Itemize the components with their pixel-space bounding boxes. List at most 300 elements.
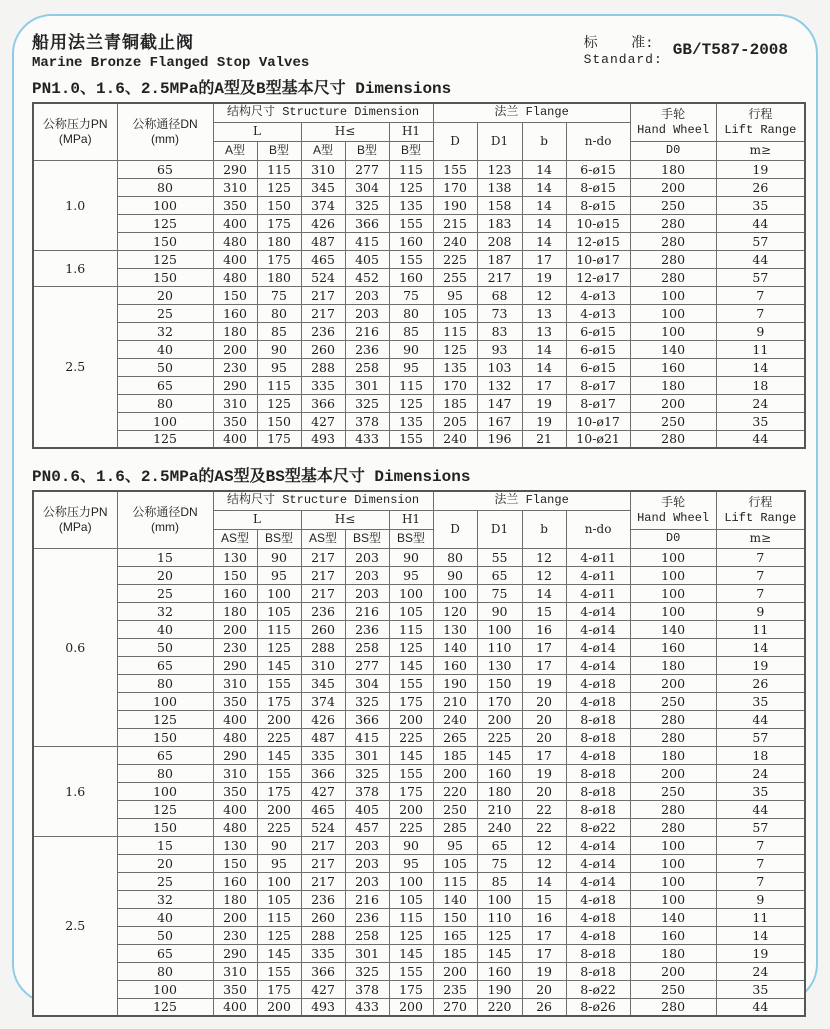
cell-d1: 75 xyxy=(477,584,522,602)
cell-dn: 100 xyxy=(117,692,213,710)
cell-h-b: 277 xyxy=(345,656,389,674)
table-row xyxy=(33,548,805,566)
cell-h-a: 288 xyxy=(301,926,345,944)
header-pressure-cn: 公称压力PN xyxy=(42,116,108,131)
cell-d0: 100 xyxy=(630,304,716,322)
cell-n-do: 4-ø14 xyxy=(566,656,630,674)
cell-d1: 110 xyxy=(477,908,522,926)
header-lift-range xyxy=(716,103,805,141)
cell-d1: 183 xyxy=(477,214,522,232)
header-pressure xyxy=(33,491,117,548)
cell-l-a: 160 xyxy=(213,872,257,890)
cell-b: 17 xyxy=(522,746,566,764)
table-row xyxy=(33,782,805,800)
cell-n-do: 12-ø17 xyxy=(566,268,630,286)
cell-h-a: 217 xyxy=(301,304,345,322)
table-row xyxy=(33,584,805,602)
cell-h1-b: 135 xyxy=(389,412,433,430)
cell-h-a: 217 xyxy=(301,584,345,602)
header-structure: 结构尺寸 Structure Dimension xyxy=(213,491,433,510)
cell-b: 15 xyxy=(522,890,566,908)
cell-l-a: 290 xyxy=(213,376,257,394)
header-pressure-cn: 公称压力PN xyxy=(42,504,108,519)
cell-m: 14 xyxy=(716,926,805,944)
cell-d0: 140 xyxy=(630,340,716,358)
cell-d1: 187 xyxy=(477,250,522,268)
cell-d0: 280 xyxy=(630,710,716,728)
cell-h1-b: 115 xyxy=(389,160,433,178)
cell-h-b: 433 xyxy=(345,430,389,448)
table-row xyxy=(33,638,805,656)
table-row xyxy=(33,250,805,268)
cell-d: 155 xyxy=(433,160,477,178)
cell-d0: 250 xyxy=(630,692,716,710)
cell-b: 14 xyxy=(522,340,566,358)
pn-group-label: 2.5 xyxy=(33,836,117,1016)
cell-d1: 217 xyxy=(477,268,522,286)
cell-b: 21 xyxy=(522,430,566,448)
cell-d1: 93 xyxy=(477,340,522,358)
cell-l-b: 150 xyxy=(257,412,301,430)
cell-l-b: 180 xyxy=(257,232,301,250)
table1-title: PN1.0、1.6、2.5MPa的A型及B型基本尺寸 Dimensions xyxy=(32,80,452,98)
cell-l-a: 230 xyxy=(213,638,257,656)
cell-l-b: 115 xyxy=(257,908,301,926)
standard-value: GB/T587-2008 xyxy=(672,40,788,59)
cell-d0: 160 xyxy=(630,358,716,376)
cell-l-b: 115 xyxy=(257,160,301,178)
cell-d: 255 xyxy=(433,268,477,286)
header-pressure-unit: (MPa) xyxy=(58,519,92,534)
cell-d: 150 xyxy=(433,908,477,926)
cell-b: 22 xyxy=(522,818,566,836)
cell-d1: 68 xyxy=(477,286,522,304)
cell-d: 265 xyxy=(433,728,477,746)
cell-m: 24 xyxy=(716,764,805,782)
cell-h-b: 325 xyxy=(345,196,389,214)
cell-l-a: 400 xyxy=(213,430,257,448)
cell-dn: 50 xyxy=(117,638,213,656)
cell-d1: 65 xyxy=(477,566,522,584)
cell-n-do: 10-ø17 xyxy=(566,412,630,430)
cell-b: 19 xyxy=(522,962,566,980)
table-row xyxy=(33,890,805,908)
cell-d0: 280 xyxy=(630,250,716,268)
cell-b: 12 xyxy=(522,836,566,854)
cell-h-a: 427 xyxy=(301,980,345,998)
cell-n-do: 6-ø15 xyxy=(566,160,630,178)
header-lift-cn: 行程 xyxy=(748,106,773,121)
cell-n-do: 6-ø15 xyxy=(566,358,630,376)
cell-dn: 100 xyxy=(117,196,213,214)
cell-d0: 180 xyxy=(630,160,716,178)
cell-h-a: 310 xyxy=(301,656,345,674)
product-title-cn: 船用法兰青铜截止阀 xyxy=(32,33,194,52)
cell-d: 80 xyxy=(433,548,477,566)
cell-d0: 200 xyxy=(630,178,716,196)
table-row xyxy=(33,412,805,430)
cell-l-a: 150 xyxy=(213,854,257,872)
cell-n-do: 4-ø13 xyxy=(566,304,630,322)
table-row xyxy=(33,358,805,376)
cell-h-b: 203 xyxy=(345,872,389,890)
table-row xyxy=(33,908,805,926)
cell-d: 130 xyxy=(433,620,477,638)
cell-n-do: 8-ø15 xyxy=(566,196,630,214)
cell-l-b: 125 xyxy=(257,178,301,196)
cell-l-a: 350 xyxy=(213,196,257,214)
cell-h-a: 524 xyxy=(301,818,345,836)
cell-h-b: 378 xyxy=(345,980,389,998)
cell-h-a: 335 xyxy=(301,944,345,962)
cell-h-b: 325 xyxy=(345,394,389,412)
cell-b: 14 xyxy=(522,584,566,602)
cell-n-do: 10-ø21 xyxy=(566,430,630,448)
cell-d: 210 xyxy=(433,692,477,710)
cell-dn: 100 xyxy=(117,782,213,800)
cell-h-b: 415 xyxy=(345,728,389,746)
cell-l-b: 175 xyxy=(257,980,301,998)
cell-b: 17 xyxy=(522,926,566,944)
cell-h-a: 374 xyxy=(301,196,345,214)
cell-l-b: 150 xyxy=(257,196,301,214)
table2-body xyxy=(33,548,805,1016)
cell-n-do: 4-ø18 xyxy=(566,692,630,710)
cell-d1: 200 xyxy=(477,710,522,728)
cell-n-do: 12-ø15 xyxy=(566,232,630,250)
cell-n-do: 4-ø14 xyxy=(566,854,630,872)
cell-b: 26 xyxy=(522,998,566,1016)
cell-b: 20 xyxy=(522,692,566,710)
cell-n-do: 4-ø14 xyxy=(566,638,630,656)
cell-h1-b: 155 xyxy=(389,430,433,448)
header-diameter xyxy=(117,491,213,548)
cell-b: 17 xyxy=(522,376,566,394)
cell-n-do: 8-ø26 xyxy=(566,998,630,1016)
cell-l-b: 75 xyxy=(257,286,301,304)
cell-h1-b: 200 xyxy=(389,998,433,1016)
cell-dn: 15 xyxy=(117,836,213,854)
standard-labels xyxy=(584,32,663,67)
cell-d0: 100 xyxy=(630,566,716,584)
cell-d1: 83 xyxy=(477,322,522,340)
cell-h-b: 203 xyxy=(345,548,389,566)
cell-l-a: 160 xyxy=(213,584,257,602)
header-col-m: m≥ xyxy=(716,141,805,160)
cell-d0: 200 xyxy=(630,674,716,692)
cell-n-do: 8-ø22 xyxy=(566,818,630,836)
cell-m: 11 xyxy=(716,620,805,638)
cell-h-b: 301 xyxy=(345,746,389,764)
cell-h-b: 301 xyxy=(345,376,389,394)
cell-h-a: 288 xyxy=(301,358,345,376)
cell-l-a: 310 xyxy=(213,962,257,980)
cell-dn: 50 xyxy=(117,926,213,944)
cell-h-b: 457 xyxy=(345,818,389,836)
cell-b: 14 xyxy=(522,178,566,196)
cell-d: 270 xyxy=(433,998,477,1016)
cell-h1-b: 155 xyxy=(389,250,433,268)
cell-b: 19 xyxy=(522,394,566,412)
cell-dn: 150 xyxy=(117,268,213,286)
header-col-b: b xyxy=(522,510,566,548)
cell-l-a: 480 xyxy=(213,728,257,746)
cell-d1: 138 xyxy=(477,178,522,196)
cell-m: 35 xyxy=(716,782,805,800)
cell-d1: 73 xyxy=(477,304,522,322)
header-type-b: BS型 xyxy=(389,529,433,548)
cell-d0: 250 xyxy=(630,980,716,998)
cell-d: 100 xyxy=(433,584,477,602)
cell-h-a: 260 xyxy=(301,620,345,638)
table-row xyxy=(33,322,805,340)
cell-h-a: 236 xyxy=(301,322,345,340)
cell-h1-b: 80 xyxy=(389,304,433,322)
cell-dn: 65 xyxy=(117,746,213,764)
cell-b: 19 xyxy=(522,268,566,286)
header-type-b: B型 xyxy=(345,141,389,160)
cell-l-a: 200 xyxy=(213,620,257,638)
cell-dn: 125 xyxy=(117,430,213,448)
cell-m: 7 xyxy=(716,286,805,304)
table-row xyxy=(33,998,805,1016)
cell-d1: 103 xyxy=(477,358,522,376)
cell-h1-b: 175 xyxy=(389,782,433,800)
cell-l-b: 155 xyxy=(257,764,301,782)
cell-m: 19 xyxy=(716,656,805,674)
cell-l-b: 125 xyxy=(257,394,301,412)
cell-d1: 145 xyxy=(477,746,522,764)
table-row xyxy=(33,340,805,358)
table-row xyxy=(33,674,805,692)
cell-l-b: 115 xyxy=(257,620,301,638)
cell-d: 185 xyxy=(433,746,477,764)
cell-n-do: 4-ø11 xyxy=(566,548,630,566)
cell-b: 14 xyxy=(522,872,566,890)
cell-d1: 158 xyxy=(477,196,522,214)
cell-m: 44 xyxy=(716,998,805,1016)
cell-d: 240 xyxy=(433,430,477,448)
cell-dn: 80 xyxy=(117,394,213,412)
cell-l-b: 200 xyxy=(257,800,301,818)
cell-m: 18 xyxy=(716,376,805,394)
cell-h-b: 258 xyxy=(345,358,389,376)
header-lift-range xyxy=(716,491,805,529)
cell-l-a: 150 xyxy=(213,566,257,584)
cell-h-b: 203 xyxy=(345,836,389,854)
cell-h-b: 405 xyxy=(345,250,389,268)
cell-m: 7 xyxy=(716,566,805,584)
cell-d0: 100 xyxy=(630,836,716,854)
cell-d0: 280 xyxy=(630,800,716,818)
cell-d: 240 xyxy=(433,232,477,250)
cell-h1-b: 115 xyxy=(389,376,433,394)
cell-h1-b: 155 xyxy=(389,674,433,692)
page-border-frame xyxy=(12,14,818,1015)
cell-m: 9 xyxy=(716,602,805,620)
cell-h1-b: 105 xyxy=(389,890,433,908)
cell-m: 35 xyxy=(716,412,805,430)
cell-n-do: 4-ø14 xyxy=(566,872,630,890)
pn-group-label: 2.5 xyxy=(33,286,117,448)
cell-m: 35 xyxy=(716,196,805,214)
cell-d: 135 xyxy=(433,358,477,376)
cell-b: 14 xyxy=(522,358,566,376)
cell-d1: 125 xyxy=(477,926,522,944)
cell-h1-b: 200 xyxy=(389,710,433,728)
cell-d: 190 xyxy=(433,674,477,692)
cell-m: 35 xyxy=(716,692,805,710)
cell-h1-b: 100 xyxy=(389,872,433,890)
cell-d: 90 xyxy=(433,566,477,584)
pn-group-label: 1.0 xyxy=(33,160,117,250)
cell-dn: 65 xyxy=(117,656,213,674)
cell-h-b: 216 xyxy=(345,602,389,620)
cell-d1: 210 xyxy=(477,800,522,818)
header-lift-en: Lift Range xyxy=(724,122,797,137)
header-pressure xyxy=(33,103,117,160)
table-row xyxy=(33,620,805,638)
cell-h-b: 203 xyxy=(345,854,389,872)
cell-n-do: 8-ø18 xyxy=(566,764,630,782)
cell-d1: 75 xyxy=(477,854,522,872)
table-row xyxy=(33,602,805,620)
cell-d0: 250 xyxy=(630,782,716,800)
cell-d: 95 xyxy=(433,836,477,854)
cell-d1: 132 xyxy=(477,376,522,394)
table-row xyxy=(33,872,805,890)
cell-m: 7 xyxy=(716,584,805,602)
header-structure: 结构尺寸 Structure Dimension xyxy=(213,103,433,122)
cell-h1-b: 95 xyxy=(389,566,433,584)
dimensions-table-as-bs xyxy=(32,490,806,1017)
cell-l-b: 225 xyxy=(257,728,301,746)
cell-h-a: 487 xyxy=(301,232,345,250)
cell-n-do: 4-ø11 xyxy=(566,584,630,602)
cell-l-b: 155 xyxy=(257,962,301,980)
cell-h-b: 203 xyxy=(345,304,389,322)
cell-d1: 160 xyxy=(477,764,522,782)
cell-b: 20 xyxy=(522,782,566,800)
cell-n-do: 8-ø18 xyxy=(566,782,630,800)
cell-n-do: 10-ø15 xyxy=(566,214,630,232)
cell-h-b: 216 xyxy=(345,322,389,340)
cell-m: 57 xyxy=(716,268,805,286)
cell-m: 18 xyxy=(716,746,805,764)
header-diameter-cn: 公称通径DN xyxy=(132,504,198,519)
cell-dn: 150 xyxy=(117,818,213,836)
cell-n-do: 4-ø14 xyxy=(566,602,630,620)
cell-dn: 40 xyxy=(117,620,213,638)
cell-h-b: 236 xyxy=(345,340,389,358)
cell-b: 17 xyxy=(522,944,566,962)
cell-d: 95 xyxy=(433,286,477,304)
cell-l-b: 200 xyxy=(257,710,301,728)
cell-dn: 150 xyxy=(117,232,213,250)
cell-h-b: 325 xyxy=(345,764,389,782)
table-row xyxy=(33,854,805,872)
cell-h1-b: 115 xyxy=(389,908,433,926)
standard-block xyxy=(584,32,788,67)
cell-h1-b: 135 xyxy=(389,196,433,214)
cell-h1-b: 95 xyxy=(389,358,433,376)
cell-m: 11 xyxy=(716,908,805,926)
cell-d0: 100 xyxy=(630,854,716,872)
cell-m: 26 xyxy=(716,674,805,692)
cell-h-a: 487 xyxy=(301,728,345,746)
cell-d1: 100 xyxy=(477,890,522,908)
cell-h1-b: 90 xyxy=(389,340,433,358)
cell-m: 7 xyxy=(716,304,805,322)
cell-m: 11 xyxy=(716,340,805,358)
cell-h-b: 258 xyxy=(345,638,389,656)
cell-m: 7 xyxy=(716,872,805,890)
cell-d0: 140 xyxy=(630,620,716,638)
cell-b: 17 xyxy=(522,250,566,268)
cell-n-do: 8-ø18 xyxy=(566,962,630,980)
cell-d0: 280 xyxy=(630,268,716,286)
cell-m: 44 xyxy=(716,430,805,448)
header-col-L: L xyxy=(213,510,301,529)
cell-d: 120 xyxy=(433,602,477,620)
cell-h-a: 260 xyxy=(301,908,345,926)
table-row xyxy=(33,304,805,322)
cell-h-a: 345 xyxy=(301,178,345,196)
cell-h-b: 236 xyxy=(345,620,389,638)
cell-l-b: 90 xyxy=(257,340,301,358)
cell-d1: 208 xyxy=(477,232,522,250)
cell-n-do: 6-ø15 xyxy=(566,340,630,358)
cell-n-do: 8-ø18 xyxy=(566,728,630,746)
cell-b: 12 xyxy=(522,566,566,584)
cell-d1: 225 xyxy=(477,728,522,746)
cell-h-a: 426 xyxy=(301,710,345,728)
cell-m: 57 xyxy=(716,728,805,746)
cell-d0: 200 xyxy=(630,764,716,782)
cell-n-do: 8-ø15 xyxy=(566,178,630,196)
header-lift-en: Lift Range xyxy=(724,510,797,525)
cell-d0: 100 xyxy=(630,548,716,566)
cell-dn: 125 xyxy=(117,800,213,818)
table-row xyxy=(33,178,805,196)
cell-n-do: 4-ø14 xyxy=(566,836,630,854)
cell-dn: 25 xyxy=(117,584,213,602)
cell-h1-b: 145 xyxy=(389,656,433,674)
cell-m: 44 xyxy=(716,250,805,268)
table-row xyxy=(33,214,805,232)
cell-m: 7 xyxy=(716,854,805,872)
cell-h-b: 203 xyxy=(345,566,389,584)
cell-dn: 50 xyxy=(117,358,213,376)
cell-h1-b: 125 xyxy=(389,394,433,412)
header-type-a: A型 xyxy=(213,141,257,160)
cell-m: 9 xyxy=(716,890,805,908)
cell-l-a: 290 xyxy=(213,160,257,178)
cell-l-b: 175 xyxy=(257,250,301,268)
header-flange: 法兰 Flange xyxy=(433,491,630,510)
cell-m: 24 xyxy=(716,962,805,980)
cell-d: 105 xyxy=(433,854,477,872)
header-col-D: D xyxy=(433,122,477,160)
cell-l-a: 310 xyxy=(213,674,257,692)
cell-dn: 40 xyxy=(117,340,213,358)
cell-l-a: 130 xyxy=(213,548,257,566)
cell-h1-b: 115 xyxy=(389,620,433,638)
cell-b: 17 xyxy=(522,638,566,656)
cell-h-b: 236 xyxy=(345,908,389,926)
cell-dn: 20 xyxy=(117,854,213,872)
cell-d0: 140 xyxy=(630,908,716,926)
